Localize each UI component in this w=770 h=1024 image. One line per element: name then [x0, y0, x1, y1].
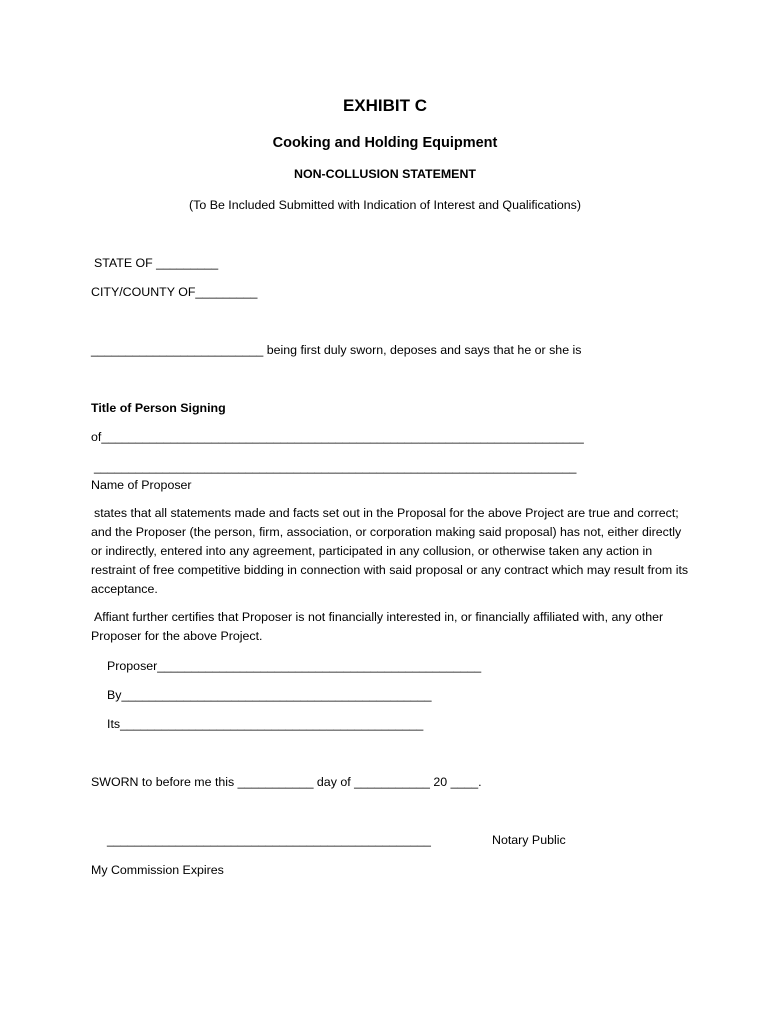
signature-its-line: Its____________________________________________: [107, 717, 424, 731]
commission-expires-label: My Commission Expires: [91, 863, 224, 877]
statement-title: NON-COLLUSION STATEMENT: [294, 167, 476, 181]
sworn-line: SWORN to before me this ___________ day of ___________ 20 ____.: [91, 775, 482, 789]
notary-public-label: Notary Public: [492, 833, 566, 847]
notary-signature-line: _______________________________________________: [107, 833, 431, 847]
sworn-intro: _________________________ being first duly sworn, deposes and says that he or she is: [91, 343, 582, 357]
title-of-person-label: Title of Person Signing: [91, 401, 226, 415]
instruction-note: (To Be Included Submitted with Indication of Interest and Qualifications): [189, 198, 581, 212]
statement-paragraph: states that all statements made and facts set out in the Proposal for the above Project are true and correct; and the Proposer (the person, firm, association, or corporation making said proposal) has not, either directly or indirectly, entered into any agreement, participated in any collusion, or otherwise taken any action in restraint of free competitive bidding in connection with said proposal or any contract which may result from its acceptance.: [91, 506, 689, 596]
affiant-paragraph: Affiant further certifies that Proposer is not financially interested in, or financially affiliated with, any other Proposer for the above Project.: [91, 610, 664, 643]
document-subtitle: Cooking and Holding Equipment: [272, 135, 498, 151]
signature-by-line: By_____________________________________________: [107, 688, 432, 702]
proposer-blank-line: ______________________________________________________________________: [94, 460, 577, 474]
county-line: CITY/COUNTY OF_________: [91, 285, 258, 299]
signature-proposer-line: Proposer_______________________________________________: [107, 659, 482, 673]
of-line: of______________________________________________________________________: [91, 430, 584, 444]
exhibit-title: EXHIBIT C: [342, 96, 428, 115]
state-line: STATE OF _________: [94, 256, 219, 270]
name-of-proposer-label: Name of Proposer: [91, 478, 192, 492]
